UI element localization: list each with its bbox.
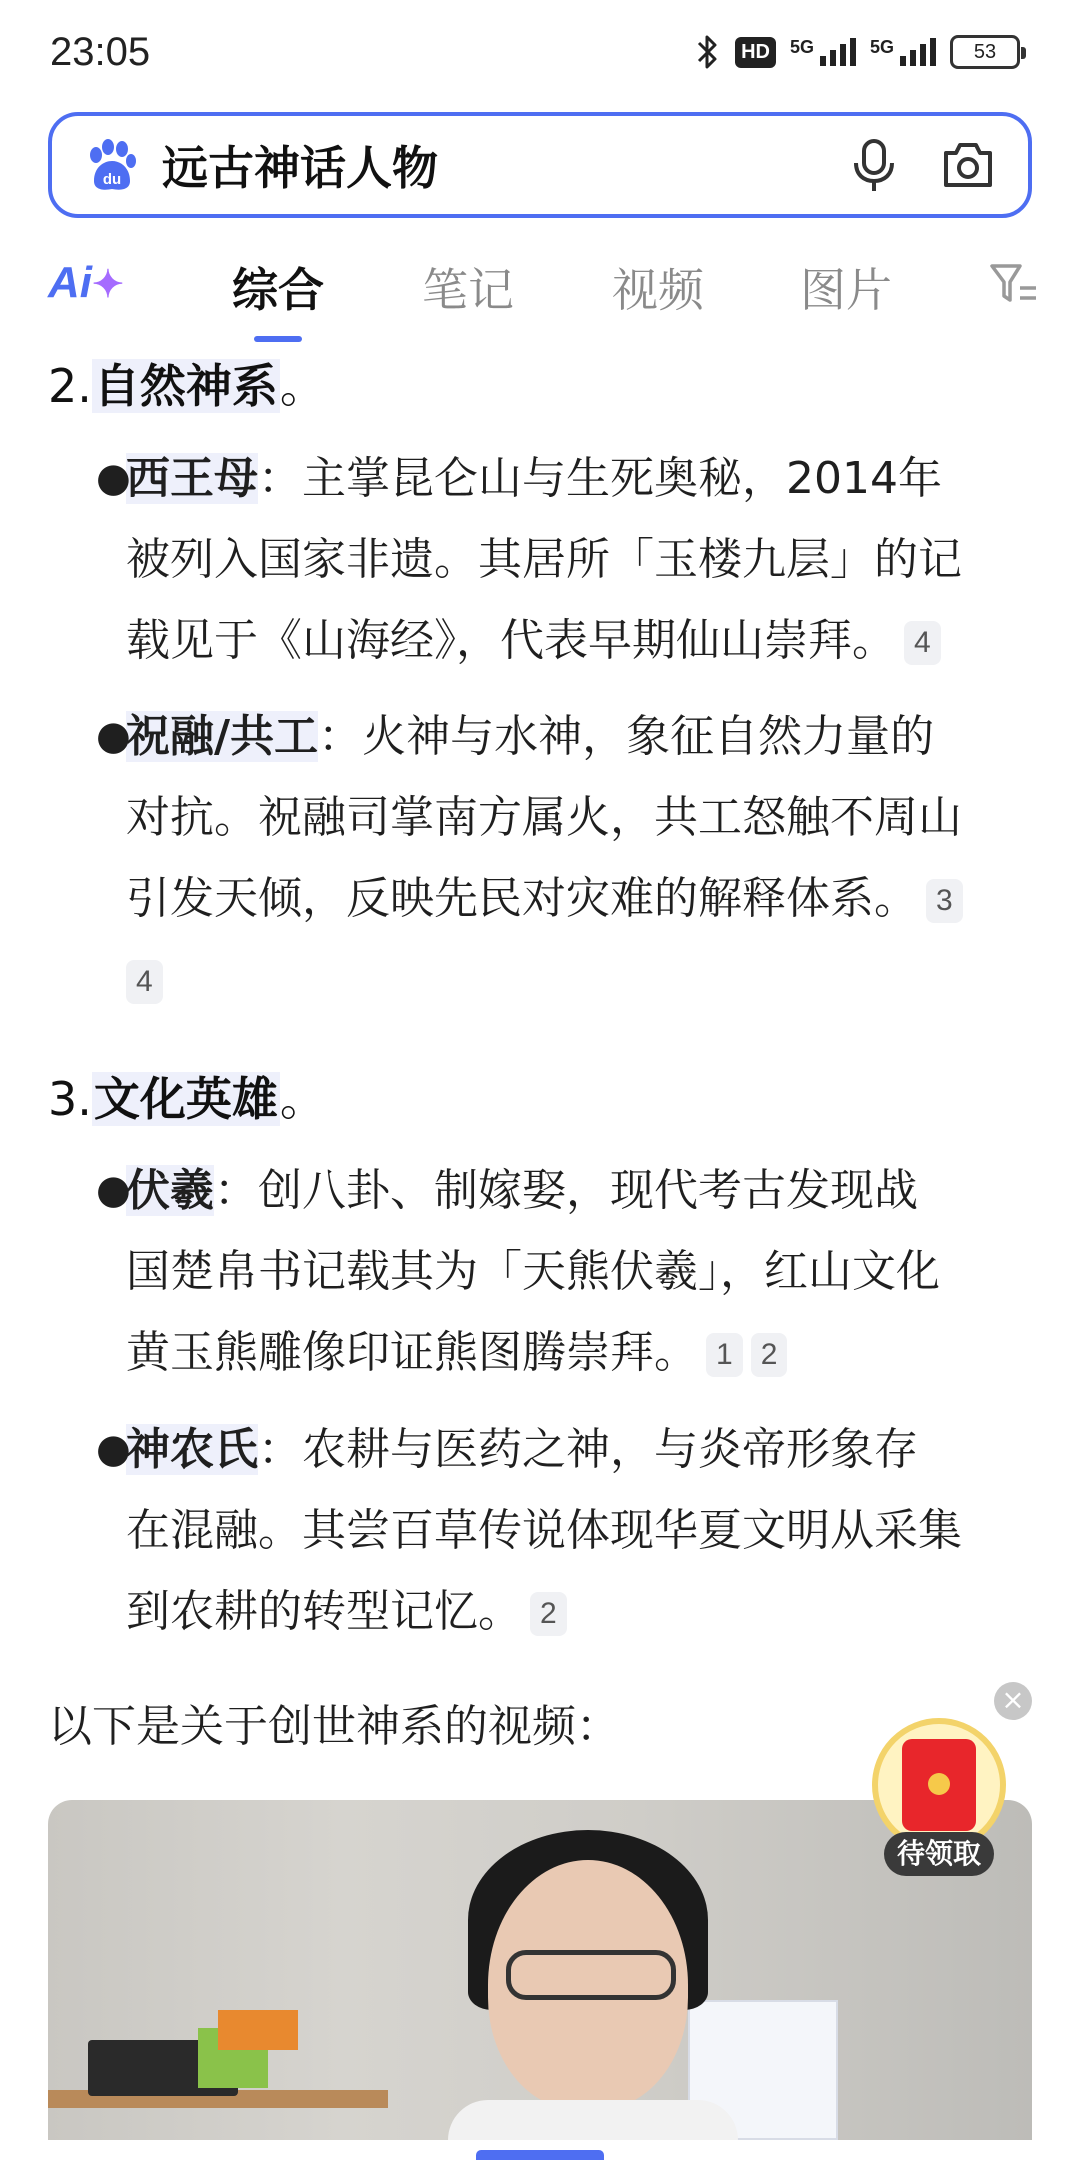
signal-icon-1: 5G: [790, 38, 856, 66]
section-title-culture-heroes: 3.文化英雄。: [48, 1072, 326, 1126]
search-box[interactable]: [48, 112, 1032, 218]
term-highlight[interactable]: 西王母: [126, 453, 258, 504]
term-highlight[interactable]: 神农氏: [126, 1424, 258, 1475]
baidu-paw-logo: [82, 137, 138, 193]
list-item: ● 西王母：主掌昆仑山与生死奥秘，2014年 被列入国家非遗。其居所「玉楼九层」的记 载见于《山海经》，代表早期仙山崇拜。 4: [96, 453, 962, 666]
bluetooth-icon: [693, 32, 721, 72]
reference-badge[interactable]: 1: [706, 1333, 743, 1377]
section-title-natural-gods: 2.自然神系。: [48, 359, 326, 413]
reference-badge[interactable]: 4: [126, 960, 163, 1004]
microphone-icon[interactable]: [844, 135, 904, 195]
term-highlight[interactable]: 祝融/共工: [126, 711, 319, 762]
svg-text:du: du: [102, 171, 122, 188]
term-highlight[interactable]: 伏羲: [126, 1165, 214, 1216]
red-envelope-icon: [902, 1739, 976, 1831]
hd-badge: HD: [735, 37, 776, 68]
status-time: 23:05: [50, 30, 151, 74]
status-icons: [693, 32, 1020, 72]
video-intro-text: 以下是关于创世神系的视频：: [48, 1701, 620, 1752]
tab-all[interactable]: 综合: [232, 254, 324, 320]
list-item: ● 神农氏：农耕与医药之神，与炎帝形象存 在混融。其尝百草传说体现华夏文明从采集 到农耕的转型记忆。 2: [96, 1424, 962, 1637]
tab-notes[interactable]: 笔记: [422, 263, 514, 317]
tab-bar: [0, 240, 1080, 330]
reference-badge[interactable]: 2: [751, 1333, 788, 1377]
list-item: ● 祝融/共工：火神与水神，象征自然力量的 对抗。祝融司掌南方属火，共工怒触不周山 引发天倾，反映先民对灾难的解释体系。 3 4: [126, 696, 1026, 1020]
reference-badge[interactable]: 3: [926, 879, 963, 923]
search-input[interactable]: 远古神话人物: [162, 141, 438, 195]
tab-videos[interactable]: 视频: [612, 263, 704, 317]
close-floating-icon[interactable]: ×: [994, 1682, 1032, 1720]
reference-badge[interactable]: 4: [904, 621, 941, 665]
reference-badge[interactable]: 2: [530, 1592, 567, 1636]
list-item: ● 伏羲：创八卦、制嫁娶，现代考古发现战 国楚帛书记载其为「天熊伏羲」，红山文化 黄玉熊雕像印证熊图腾崇拜。 1 2: [96, 1165, 940, 1378]
filter-icon[interactable]: [988, 258, 1038, 308]
ai-assistant-button[interactable]: Ai✦: [48, 258, 124, 307]
battery-icon: 53: [950, 35, 1020, 69]
signal-icon-2: 5G: [870, 38, 936, 66]
home-indicator: [476, 2150, 604, 2160]
camera-icon[interactable]: [938, 135, 998, 195]
red-packet-label[interactable]: 待领取: [884, 1832, 994, 1876]
tab-images[interactable]: 图片: [800, 263, 892, 317]
status-bar: [0, 0, 1080, 110]
